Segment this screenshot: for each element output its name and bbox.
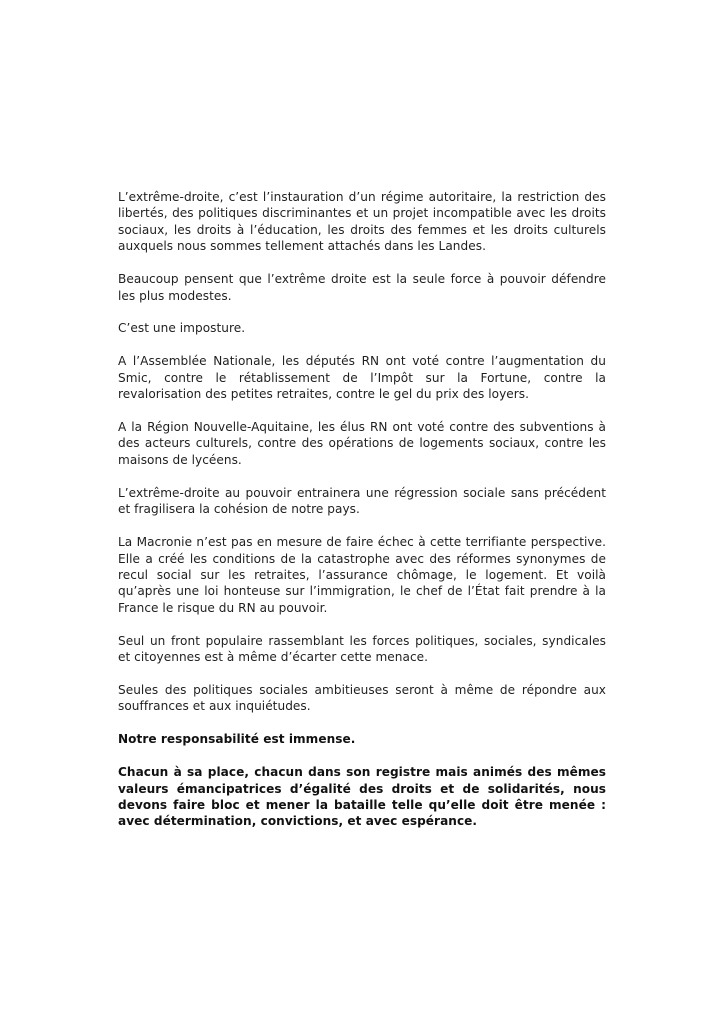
paragraph-extreme-droite-definition: L’extrême-droite, c’est l’instauration d’un régime autoritaire, la restriction des libertés, des politiques discriminantes et un projet incompatible avec les droits sociaux, les droits à l’éducation, les droits des femmes et les droits culturels auxquels nous sommes tellement attachés dans les Landes. — [118, 190, 606, 254]
paragraph-macronie: La Macronie n’est pas en mesure de faire échec à cette terrifiante perspective. Elle a créé les conditions de la catastrophe avec des réformes synonymes de recul social sur les retraites, l’assurance chômage, le logement. Et voilà qu’après une loi honteuse sur l’immigration, le chef de l’État fait prendre à la France le risque du RN au pouvoir. — [118, 535, 606, 615]
paragraph-chacun-a-sa-place: Chacun à sa place, chacun dans son registre mais animés des mêmes valeurs émancipatrices d’égalité des droits et de solidarités, nous devons faire bloc et mener la bataille telle qu’elle doit être menée : avec détermination, convictions, et avec espérance. — [118, 765, 606, 829]
paragraph-politiques-sociales: Seules des politiques sociales ambitieuses seront à même de répondre aux souffrances et aux inquiétudes. — [118, 682, 606, 714]
paragraph-assemblee-nationale: A l’Assemblée Nationale, les députés RN ont voté contre l’augmentation du Smic, contre le rétablissement de l’Impôt sur la Fortune, contre la revalorisation des petites retraites, contre le gel du prix des loyers. — [118, 354, 606, 402]
paragraph-front-populaire: Seul un front populaire rassemblant les forces politiques, sociales, syndicales et citoyennes est à même d’écarter cette menace. — [118, 633, 606, 665]
paragraph-imposture: C’est une imposture. — [118, 321, 246, 336]
paragraph-beaucoup-pensent: Beaucoup pensent que l’extrême droite est la seule force à pouvoir défendre les plus modestes. — [118, 272, 606, 303]
paragraph-region-nouvelle-aquitaine: A la Région Nouvelle-Aquitaine, les élus RN ont voté contre des subventions à des acteurs culturels, contre des opérations de logements sociaux, contre les maisons de lycéens. — [118, 420, 606, 467]
paragraph-responsabilite: Notre responsabilité est immense. — [118, 732, 356, 747]
document-body — [118, 189, 606, 846]
paragraph-regression-sociale: L’extrême-droite au pouvoir entrainera une régression sociale sans précédent et fragilisera la cohésion de notre pays. — [118, 485, 606, 517]
